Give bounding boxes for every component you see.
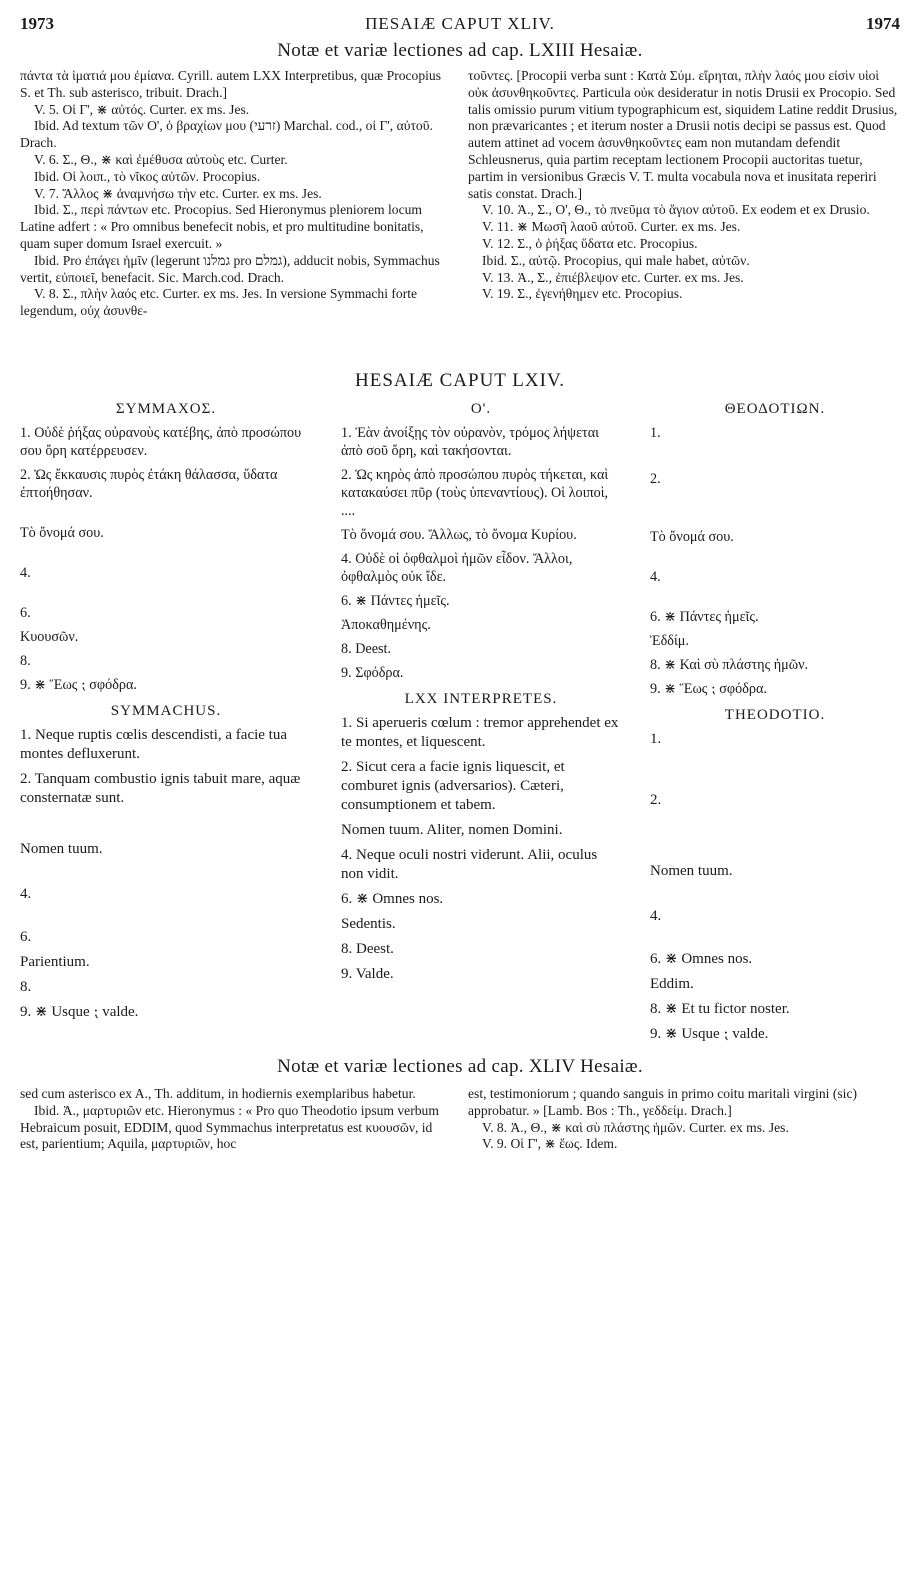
note-paragraph: V. 11. ⋇ Μωσῆ λαοῦ αὐτοῦ. Curter. ex ms. Jes. [482, 219, 741, 235]
notes-top [20, 68, 900, 320]
note-paragraph: Ibid. Οἱ λοιπ., τὸ νῖκος αὐτῶν. Procopius. [34, 168, 261, 184]
note-paragraph: V. 9. Οἱ Γ', ⋇ ἕως. Idem. [482, 1136, 618, 1152]
versions-parallel-columns [20, 394, 900, 1050]
column-heading-greek: ΣΥΜΜΑΧΟΣ. [115, 400, 217, 417]
verse-line: 9. ⋇ Usque ⁏ valde. [650, 1025, 769, 1042]
note-paragraph: πάντα τὰ ἱματιά μου ἐμίανα. Cyrill. autem LXX Interpretibus, quæ Procopius S. et Th. sub asterisco, tribuit. Drach.] [20, 68, 442, 100]
verse-line: 4. [20, 564, 31, 581]
verse-line: 9. ⋇ Ἕως ⁏ σφόδρα. [20, 676, 137, 693]
notes-top-right-column [468, 68, 900, 320]
verse-line: 4. [650, 907, 662, 924]
note-paragraph: V. 13. Ἀ., Σ., ἐπιέβλεψον etc. Curter. ex ms. Jes. [482, 269, 744, 285]
verse-line: 8. [20, 978, 32, 995]
verse-line: 6. ⋇ Πάντες ἡμεῖς. [341, 592, 450, 609]
note-paragraph: V. 7. Ἄλλος ⋇ ἀναμνήσω τὴν etc. Curter. ex ms. Jes. [34, 185, 322, 201]
verse-line: 6. [20, 604, 31, 621]
note-paragraph: V. 12. Σ., ὁ ῥήξας ὕδατα etc. Procopius. [482, 235, 698, 251]
verse-line: 6. ⋇ Πάντες ἡμεῖς. [650, 608, 759, 625]
lxx-column [341, 394, 621, 1050]
running-title: ΠΕSAIÆ CAPUT XLIV. [365, 14, 555, 33]
verse-line: Τὸ ὄνομά σου. [650, 528, 734, 545]
note-paragraph: V. 5. Οἱ Γ', ⋇ αὐτός. Curter. ex ms. Jes. [34, 101, 250, 117]
notes-bottom [20, 1086, 900, 1153]
note-paragraph: V. 19. Σ., ἐγενήθημεν etc. Procopius. [482, 286, 683, 302]
page-number-right: 1974 [866, 14, 900, 33]
verse-line: Nomen tuum. [650, 862, 733, 879]
column-heading-greek: Ο'. [470, 400, 492, 417]
column-heading-latin: LXX INTERPRETES. [404, 690, 558, 707]
verse-line: 8. ⋇ Et tu fictor noster. [650, 1000, 790, 1017]
verse-line: 1. [650, 424, 661, 441]
notes-top-left-column [20, 68, 452, 320]
verse-line: 8. Deest. [341, 640, 392, 657]
verse-line: 2. Ὡς ἔκκαυσις πυρὸς ἐτάκη θάλασσα, ὕδατα ἐπτοήθησαν. [20, 466, 278, 501]
verse-line: 6. ⋇ Omnes nos. [341, 890, 444, 907]
note-paragraph: Ibid. Σ., αὐτῷ. Procopius, qui male habet, αὐτῶν. [482, 252, 750, 268]
page-number-left: 1973 [20, 14, 54, 33]
verse-line: Parientium. [20, 953, 90, 970]
verse-line: 9. ⋇ Ἕως ⁏ σφόδρα. [650, 680, 767, 697]
note-paragraph: Ibid. Pro ἐπάγει ἡμῖν (legerunt גמלנו pro גמלם), adducit nobis, Symmachus vertit, εὐποιεῖ, benefacit. Sic. March.cod. Drach. [20, 252, 440, 285]
note-paragraph: sed cum asterisco ex A., Th. additum, in hodiernis exemplaribus habetur. [20, 1085, 416, 1101]
verse-line: 2. [650, 470, 661, 487]
notes-top-title: Notæ et variæ lectiones ad cap. LXIII Hesaiæ. [277, 40, 643, 61]
verse-line: 4. Οὐδὲ οἱ ὀφθαλμοὶ ἡμῶν εἶδον. Ἄλλοι, ὀφθαλμὸς οὐκ ἴδε. [341, 550, 573, 585]
verse-line: Ἀποκαθημένης. [341, 616, 431, 633]
notes-bottom-title: Notæ et variæ lectiones ad cap. XLIV Hesaiæ. [277, 1055, 643, 1077]
note-paragraph: Ibid. Ad textum τῶν Ο', ὁ βραχίων μου (זרעי) Marchal. cod., οἱ Γ', αὐτοῦ. Drach. [20, 118, 433, 151]
verse-line: 6. [20, 928, 32, 945]
verse-line: 8. ⋇ Καὶ σὺ πλάστης ἡμῶν. [650, 656, 809, 673]
verse-line: Κυουσῶν. [20, 628, 79, 645]
note-paragraph: V. 8. Σ., πλὴν λαός etc. Curter. ex ms. Jes. In versione Symmachi forte legendum, οὐχ ἀσυνθε- [20, 286, 418, 319]
verse-line: 4. [20, 885, 32, 902]
verse-line: 1. Ἐὰν ἀνοίξῃς τὸν οὐρανὸν, τρόμος λήψεται ἀπὸ σοῦ ὄρη, καὶ τακήσονται. [341, 424, 599, 459]
notes-bottom-right-column [468, 1086, 900, 1153]
verse-line: 4. [650, 568, 661, 585]
page [20, 8, 900, 1153]
notes-bottom-left-column [20, 1086, 452, 1153]
verse-line: Eddim. [650, 975, 694, 992]
verse-line: Ἐδδίμ. [650, 632, 689, 649]
symmachus-column [20, 394, 312, 1050]
chapter-title: HESAIÆ CAPUT LXIV. [355, 369, 565, 391]
theodotion-column [650, 394, 900, 1050]
verse-line: Τὸ ὄνομά σου. [20, 524, 104, 541]
verse-line: Sedentis. [341, 915, 396, 932]
verse-line: 9. Σφόδρα. [341, 664, 404, 681]
verse-line: 2. [650, 791, 662, 808]
verse-line: Nomen tuum. [20, 840, 103, 857]
verse-line: 2. Tanquam combustio ignis tabuit mare, aquæ consternatæ sunt. [20, 770, 301, 806]
verse-line: 9. ⋇ Usque ⁏ valde. [20, 1003, 139, 1020]
verse-line: 2. Ὡς κηρὸς ἀπὸ προσώπου πυρὸς τήκεται, καὶ κατακαύσει πῦρ (τοὺς ὑπεναντίους). Οἱ λοιποὶ, .... [341, 466, 609, 519]
note-paragraph: est, testimoniorum ; quando sanguis in primo coitu maritali virgini (sic) approbatur. » [Lamb. Bos : Th., γεδδείμ. Drach.] [468, 1085, 858, 1118]
verse-line: Nomen tuum. Aliter, nomen Domini. [341, 821, 563, 838]
verse-line: 1. Si aperueris cœlum : tremor apprehendet ex te montes, et liquescent. [341, 714, 619, 750]
verse-line: 6. ⋇ Omnes nos. [650, 950, 753, 967]
verse-line: 1. Neque ruptis cœlis descendisti, a facie tua montes defluxerunt. [20, 726, 287, 762]
verse-line: Τὸ ὄνομά σου. Ἄλλως, τὸ ὄνομα Κυρίου. [341, 526, 577, 543]
note-paragraph: V. 10. Ἀ., Σ., Ο', Θ., τὸ πνεῦμα τὸ ἅγιον αὐτοῦ. Ex eodem et ex Drusio. [482, 202, 870, 218]
column-heading-latin: THEODOTIO. [724, 706, 826, 723]
note-paragraph: V. 6. Σ., Θ., ⋇ καὶ ἐμέθυσα αὐτοὺς etc. Curter. [34, 151, 288, 167]
note-paragraph: Ibid. Σ., περὶ πάντων etc. Procopius. Sed Hieronymus pleniorem locum Latine adfert : « Pro omnibus benefecit nobis, et pro multitudine bonitatis, quam super domum Israel exercuit. » [20, 202, 424, 251]
note-paragraph: Ibid. Ἀ., μαρτυριῶν etc. Hieronymus : « Pro quo Theodotio ipsum verbum Hebraicum posuit, EDDIM, quod Symmachus interpretatus est κυουσῶν, id est, parientium; Aquila, μαρτυριῶν, hoc [20, 1102, 439, 1152]
verse-line: 8. Deest. [341, 940, 394, 957]
verse-line: 4. Neque oculi nostri viderunt. Alii, oculus non vidit. [341, 846, 598, 882]
verse-line: 8. [20, 652, 31, 669]
verse-line: 1. [650, 730, 662, 747]
verse-line: 9. Valde. [341, 965, 394, 982]
note-paragraph: V. 8. Ἀ., Θ., ⋇ καὶ σὺ πλάστης ἡμῶν. Curter. ex ms. Jes. [482, 1119, 789, 1135]
column-heading-latin: SYMMACHUS. [110, 702, 222, 719]
verse-line: 1. Οὐδὲ ῥήξας οὐρανοὺς κατέβης, ἀπὸ προσώπου σου ὄρη κατέρρευσεν. [20, 424, 302, 459]
running-head [20, 8, 900, 38]
column-heading-greek: ΘΕΟΔΟΤΙΩΝ. [724, 400, 826, 417]
verse-line: 2. Sicut cera a facie ignis liquescit, et comburet ignis (adversarios). Cæteri, consumptionem et tabem. [341, 758, 565, 813]
note-paragraph: τοῦντες. [Procopii verba sunt : Κατὰ Σύμ. εἴρηται, πλὴν λαός μου εἰσὶν υἱοὶ οὐκ ἀσυνθηκοῦντες. Particula οὐκ desideratur in notis Drusii ex Procopio. Sed talis omissio purum vitium typographicum est, siquidem Latine reddit Drusius, non prævaricantes ; et iterum noster a Drusii notis decipi se passus est. Quod autem attinet ad vocem ἀσυνθηκοῦντες eam non mutandam defendit Schleusnerus, quia partim receptam lectionem Procopii auctoritas tuetur, partim in versionibus Græcis V. T. multa vocabula nova et inusitata reperiri satis constat. Drach.] [468, 68, 898, 201]
